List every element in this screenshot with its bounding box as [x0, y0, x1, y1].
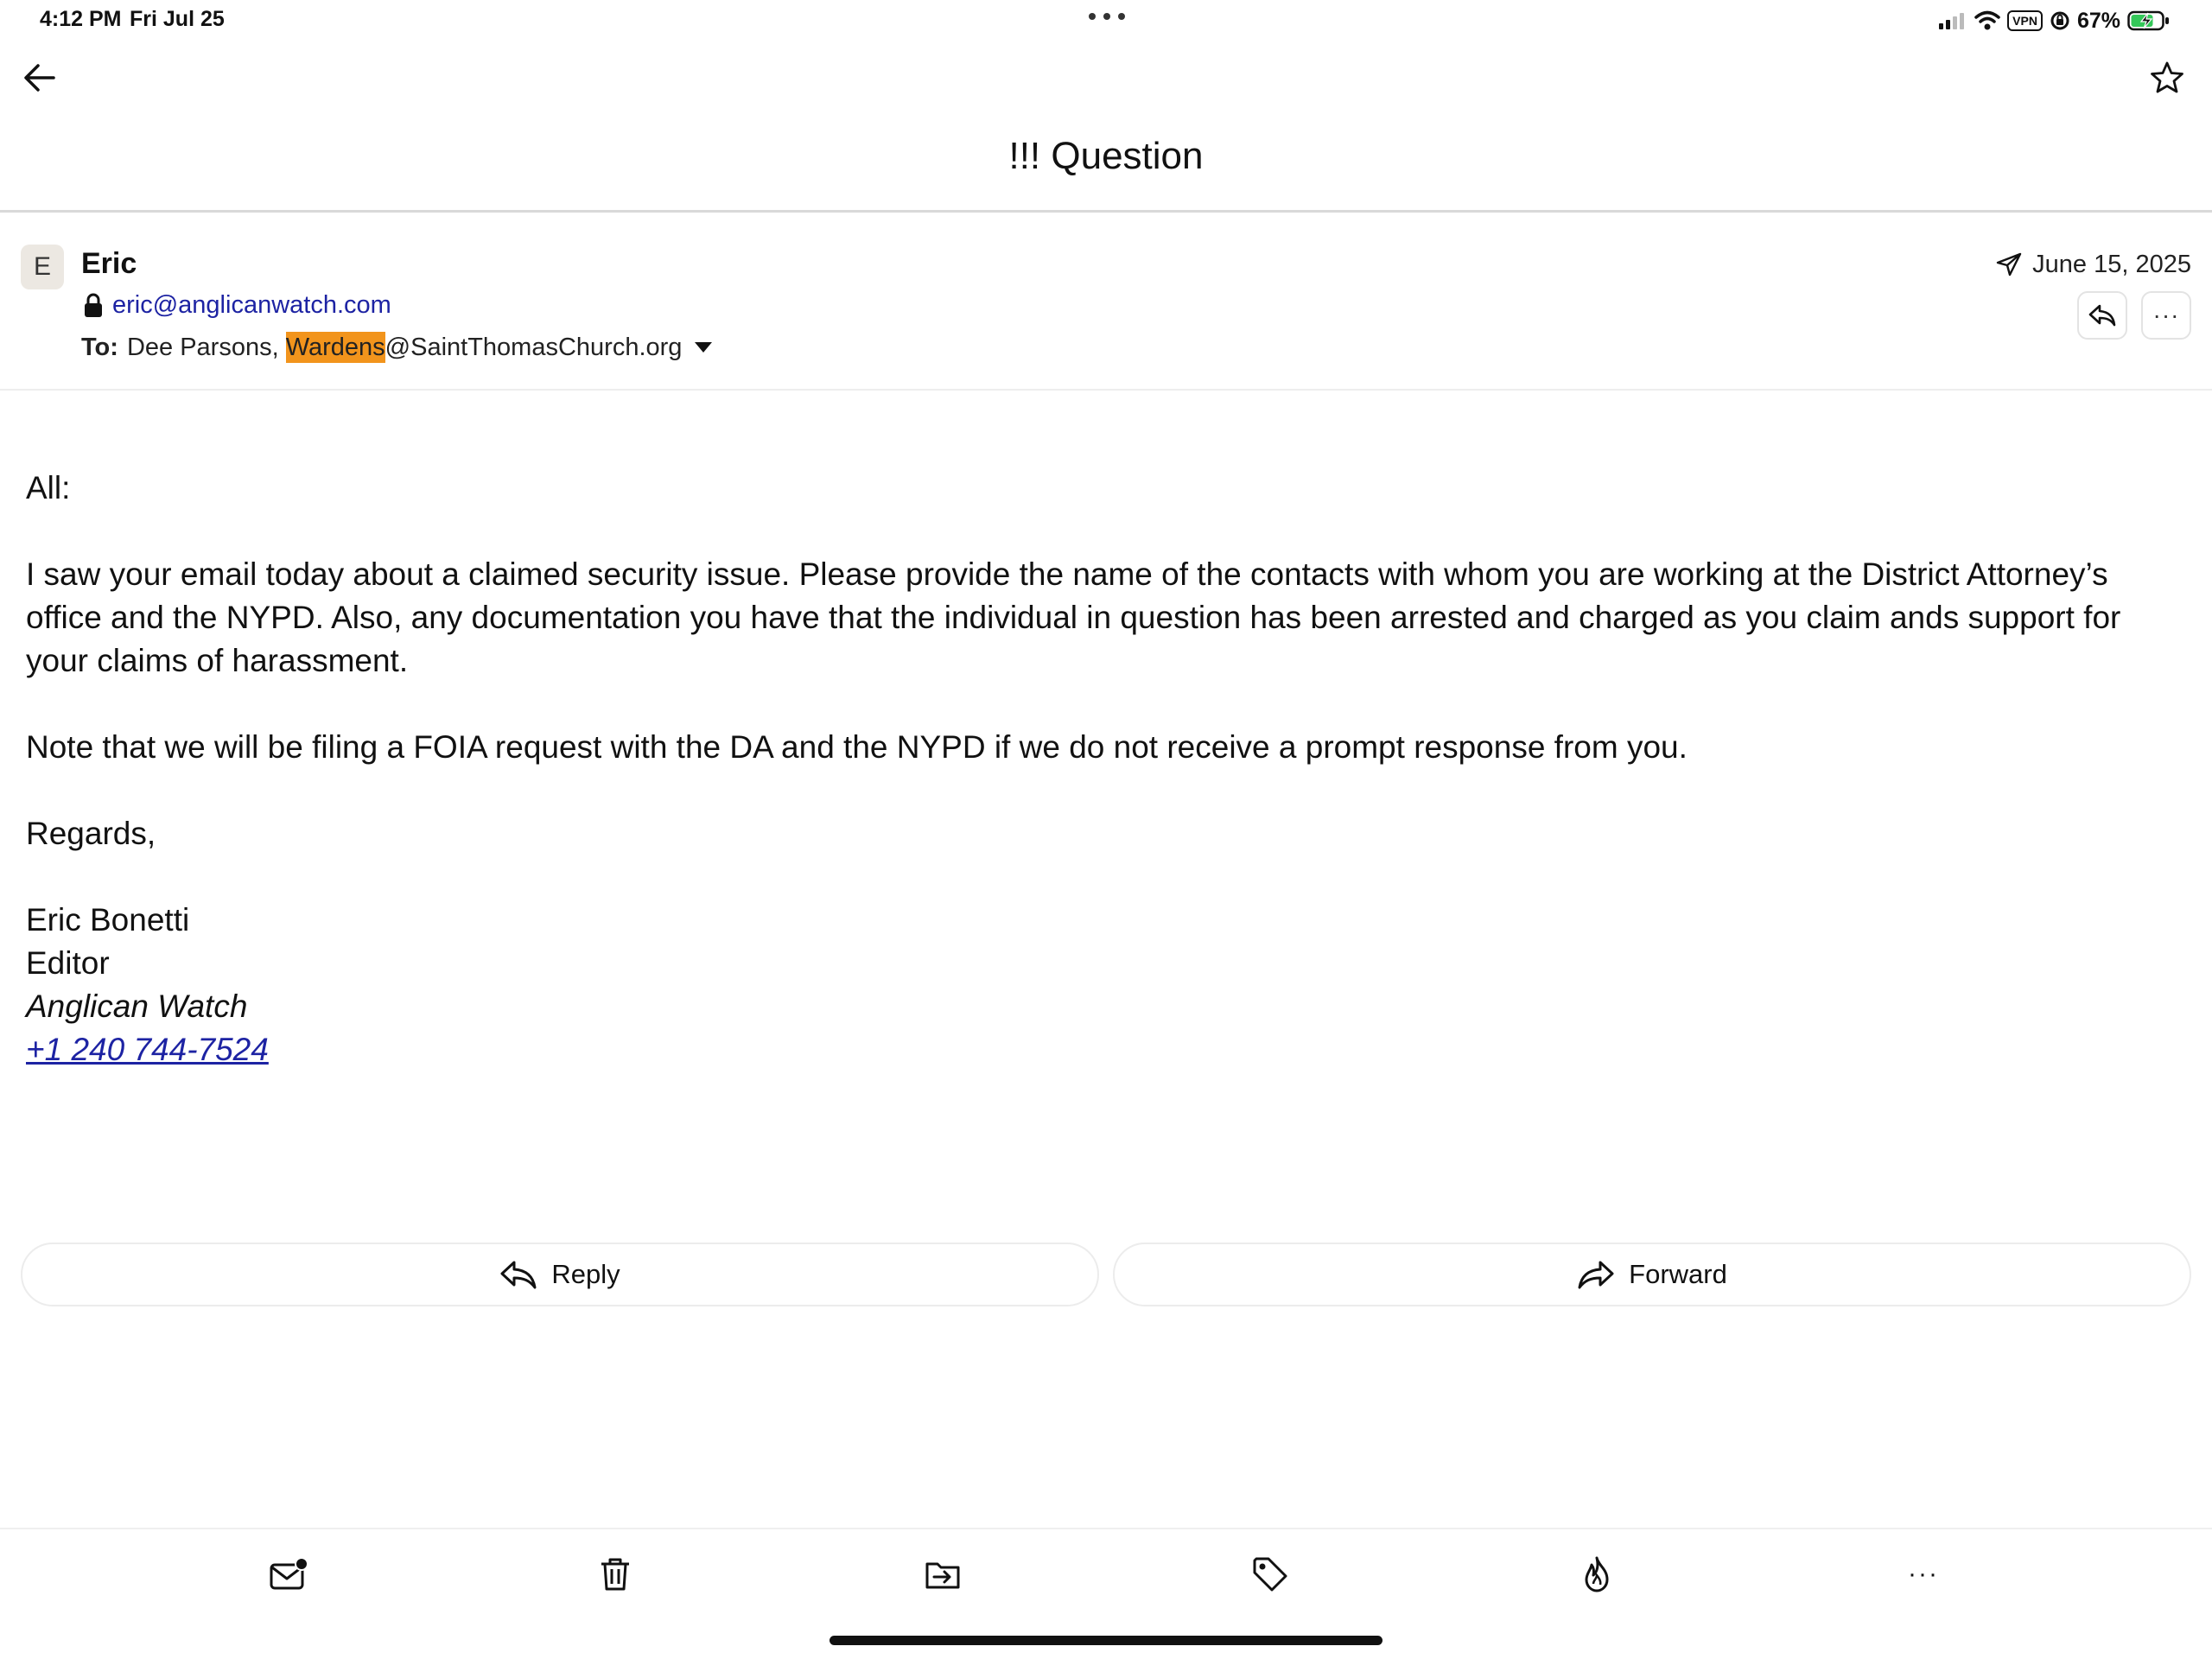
signature-title: Editor	[26, 945, 110, 981]
sent-date-row	[1996, 249, 2191, 280]
vpn-badge: VPN	[2007, 10, 2043, 31]
recipients-list[interactable]	[127, 334, 683, 362]
signature-publication: Anglican Watch	[26, 988, 248, 1024]
status-date: Fri Jul 25	[130, 7, 225, 31]
screen-rotation-lock-icon	[2050, 10, 2070, 31]
body-paragraph-1: I saw your email today about a claimed security issue. Please provide the name of the contacts with whom you are working at the District Attorney’s office and the NYPD. Also, any documentation you have that the individual in question has been arrested and charged as you claim ands support for your claims of harassment.	[26, 556, 2121, 678]
sender-email[interactable]: eric@anglicanwatch.com	[112, 290, 391, 319]
reply-icon	[2088, 303, 2116, 327]
signal-icon	[1938, 11, 1967, 30]
status-indicators	[1938, 5, 2171, 36]
header-more-button[interactable]: ···	[2141, 291, 2191, 340]
sent-date: June 15, 2025	[2032, 250, 2191, 278]
more-actions-button[interactable]: ···	[1908, 1560, 1939, 1588]
body-paragraph-2: Note that we will be filing a FOIA request with the DA and the NYPD if we do not receive a prompt response from you.	[26, 729, 1688, 765]
arrow-left-icon	[22, 62, 57, 93]
expand-recipients-button[interactable]	[694, 341, 713, 353]
move-button[interactable]	[918, 1550, 967, 1599]
mark-unread-button[interactable]	[264, 1550, 313, 1599]
wifi-icon	[1974, 10, 2000, 31]
tag-icon	[1251, 1555, 1289, 1593]
flame-icon	[1580, 1555, 1613, 1593]
star-button[interactable]	[2145, 55, 2190, 100]
status-time: 4:12 PM	[40, 7, 122, 31]
reply-icon	[499, 1259, 537, 1290]
caret-down-icon	[694, 341, 713, 353]
move-to-folder-icon	[924, 1557, 962, 1592]
signature-name: Eric Bonetti	[26, 902, 190, 938]
home-indicator[interactable]	[830, 1636, 1382, 1645]
label-button[interactable]	[1246, 1550, 1294, 1599]
delete-button[interactable]	[591, 1550, 639, 1599]
burn-button[interactable]	[1573, 1550, 1621, 1599]
recipients-prefix: Dee Parsons,	[126, 333, 286, 361]
body-greeting: All:	[26, 470, 71, 505]
body-closing: Regards,	[26, 816, 156, 851]
mail-unread-icon	[269, 1557, 308, 1592]
status-bar	[0, 0, 2212, 41]
forward-button[interactable]	[1113, 1243, 2191, 1306]
header-reply-button[interactable]	[2077, 291, 2127, 340]
recipients-suffix: @SaintThomasChurch.org	[385, 333, 683, 361]
sender-email-row	[83, 290, 391, 320]
lock-icon	[83, 292, 104, 318]
forward-icon	[1577, 1259, 1615, 1290]
trash-icon	[599, 1556, 632, 1592]
search-highlight: Wardens	[285, 333, 385, 361]
to-label: To:	[81, 333, 118, 361]
sent-icon	[1996, 252, 2022, 276]
sender-avatar[interactable]: E	[21, 245, 64, 289]
multitask-menu-icon[interactable]	[1089, 10, 1125, 22]
recipients-row	[81, 330, 713, 365]
forward-label: Forward	[1629, 1259, 1727, 1289]
header-divider	[0, 210, 2212, 213]
toolbar-divider	[0, 1528, 2212, 1529]
sender-name[interactable]: Eric	[81, 247, 137, 280]
reply-button[interactable]	[21, 1243, 1099, 1306]
battery-charging-icon	[2127, 10, 2171, 31]
email-body	[26, 467, 2186, 1071]
back-button[interactable]	[17, 55, 62, 100]
signature-phone-link[interactable]: +1 240 744-7524	[26, 1032, 269, 1067]
message-divider	[0, 389, 2212, 391]
battery-percentage: 67%	[2076, 8, 2120, 33]
email-subject: !!! Question	[1008, 135, 1204, 177]
reply-label: Reply	[551, 1259, 620, 1289]
star-icon	[2150, 60, 2184, 95]
